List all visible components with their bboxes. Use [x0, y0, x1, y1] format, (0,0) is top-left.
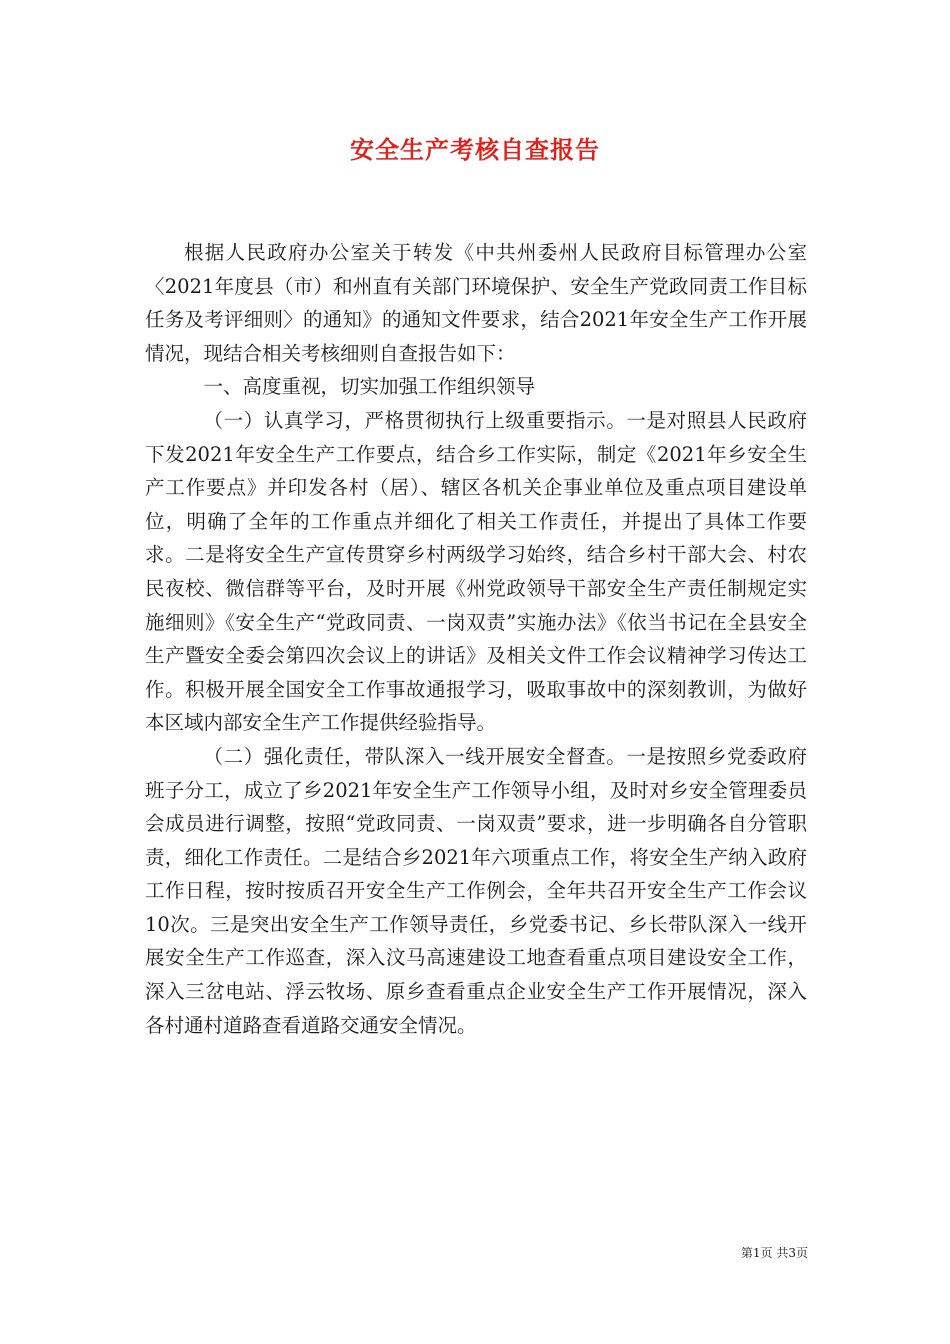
section-heading: 一、高度重视，切实加强工作组织领导 — [203, 375, 536, 399]
subsection-paragraph-1: （一）认真学习，严格贯彻执行上级重要指示。一是对照县人民政府下发2021年安全生产工作要点，结合乡工作实际，制定《2021年乡安全生产工作要点》并印发各村（居）、辖区各机关企事业单位及重点项目建设单位，明确了全年的工作重点并细化了相关工作责任，并提出了具体工作要求。二是将安全生产宣传贯穿乡村两级学习始终，结合乡村干部大会、村农民夜校、微信群等平台，及时开展《州党政领导干部安全生产责任制规定实施细则》《安全生产“党政同责、一岗双责”实施办法》《依当书记在全县安全生产暨安全委会第四次会议上的讲话》及相关文件工作会议精神学习传达工作。积极开展全国安全工作事故通报学习，吸取事故中的深刻教训，为做好本区域内部安全生产工作提供经验指导。 — [145, 408, 807, 735]
document-body — [145, 236, 807, 1042]
document-title: 安全生产考核自查报告 — [350, 135, 600, 164]
subsection-paragraph-2: （二）强化责任，带队深入一线开展安全督查。一是按照乡党委政府班子分工，成立了乡2021年安全生产工作领导小组，及时对乡安全管理委员会成员进行调整，按照“党政同责、一岗双责”要求，进一步明确各自分管职责，细化工作责任。二是结合乡2021年六项重点工作，将安全生产纳入政府工作日程，按时按质召开安全生产工作例会，全年共召开安全生产工作会议10次。三是突出安全生产工作领导责任，乡党委书记、乡长带队深入一线开展安全生产工作巡查，深入汶马高速建设工地查看重点项目建设安全工作，深入三岔电站、浮云牧场、原乡查看重点企业安全生产工作开展情况，深入各村通村道路查看道路交通安全情况。 — [145, 744, 807, 1037]
page-number: 第1页 共3页 — [740, 1246, 808, 1260]
intro-paragraph: 根据人民政府办公室关于转发《中共州委州人民政府目标管理办公室〈2021年度县（市）和州直有关部门环境保护、安全生产党政同责工作目标任务及考评细则〉的通知》的通知文件要求，结合2021年安全生产工作开展情况，现结合相关考核细则自查报告如下： — [145, 241, 807, 365]
